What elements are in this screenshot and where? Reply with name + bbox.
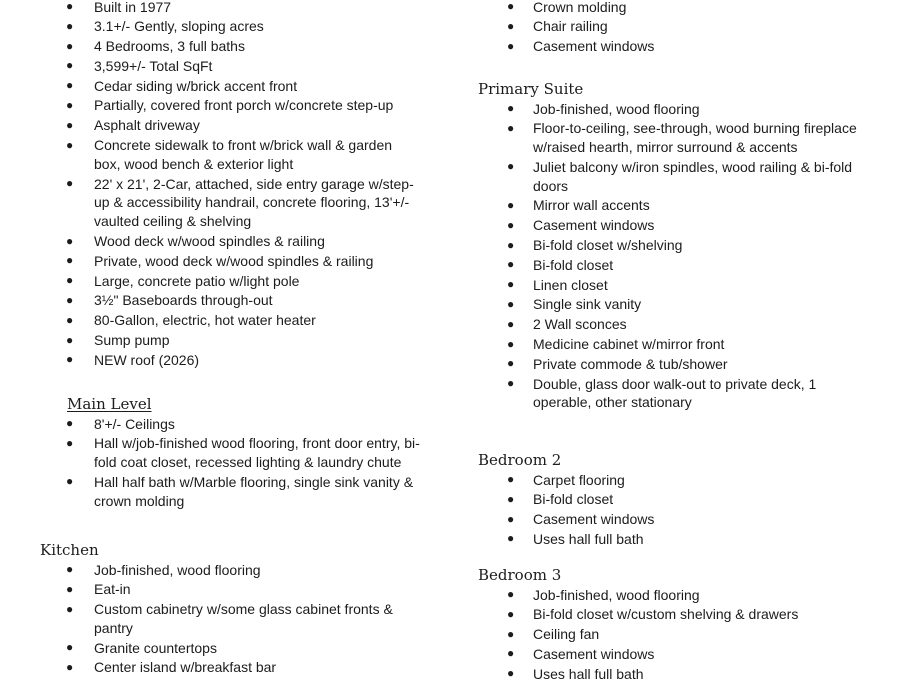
list-item-text: Uses hall full bath	[533, 530, 644, 547]
list-item	[0, 311, 450, 331]
exterior-list	[0, 0, 450, 370]
list-item-text: 22' x 21', 2-Car, attached, side entry garage w/step-up & accessibility handrail, concrete flooring, 13'+/- vaulted ceiling & shelving	[94, 175, 414, 230]
list-item-text: NEW roof (2026)	[94, 351, 200, 368]
bullet-icon: ●	[507, 101, 515, 115]
bullet-icon: ●	[66, 416, 74, 430]
list-item-text: Linen closet	[533, 276, 608, 293]
bullet-icon: ●	[66, 0, 74, 13]
bedroom-3-list	[460, 585, 900, 684]
bullet-icon: ●	[66, 253, 74, 268]
list-item-text: Ceiling fan	[533, 626, 600, 643]
bullet-icon: ●	[507, 257, 515, 272]
bullet-icon: ●	[66, 176, 74, 191]
bullet-icon: ●	[66, 117, 74, 132]
bullet-icon: ●	[507, 277, 515, 292]
bullet-icon: ●	[507, 296, 515, 311]
main-level-list	[0, 414, 450, 511]
list-item	[0, 331, 450, 351]
list-item	[460, 216, 900, 236]
bullet-icon: ●	[66, 137, 74, 152]
list-item	[0, 251, 450, 271]
kitchen-list	[0, 560, 450, 678]
main-level-heading: Main Level	[67, 395, 152, 413]
list-item	[460, 157, 900, 196]
list-item	[460, 37, 900, 57]
bullet-icon: ●	[66, 435, 74, 450]
list-item-text: Job-finished, wood flooring	[533, 100, 700, 117]
list-item	[0, 17, 450, 37]
bullet-icon: ●	[66, 601, 74, 616]
bullet-icon: ●	[507, 38, 515, 53]
bullet-icon: ●	[507, 217, 515, 232]
list-item	[0, 414, 450, 434]
list-item-text: Asphalt driveway	[94, 117, 200, 134]
list-item	[0, 174, 450, 231]
bedroom-2-list	[460, 470, 900, 549]
list-item-text: Bi-fold closet w/custom shelving & drawers	[533, 606, 799, 623]
list-item	[0, 472, 450, 511]
list-item-text: Granite countertops	[94, 639, 217, 656]
list-item	[0, 37, 450, 57]
bullet-icon: ●	[507, 646, 515, 661]
bullet-icon: ●	[507, 531, 515, 546]
bullet-icon: ●	[66, 474, 74, 489]
list-item-text: Custom cabinetry w/some glass cabinet fronts & pantry	[94, 601, 393, 636]
list-item-text: Double, glass door walk-out to private deck, 1 operable, other stationary	[533, 375, 817, 411]
list-item-text: Casement windows	[533, 217, 655, 234]
bullet-icon: ●	[66, 38, 74, 53]
bedroom-2-heading: Bedroom 2	[478, 451, 562, 469]
list-item-text: Cedar siding w/brick accent front	[94, 77, 298, 94]
list-item-text: Bi-fold closet	[533, 491, 614, 508]
list-item	[0, 96, 450, 116]
bullet-icon: ●	[66, 640, 74, 655]
primary-suite-section	[460, 79, 900, 413]
list-item-text: Hall half bath w/Marble flooring, single sink vanity & crown molding	[94, 473, 414, 509]
list-item-text: 3.1+/- Gently, sloping acres	[94, 18, 264, 35]
list-item	[0, 116, 450, 136]
bullet-icon: ●	[66, 58, 74, 73]
main-level-section	[0, 394, 450, 511]
bullet-icon: ●	[507, 491, 515, 506]
bullet-icon: ●	[507, 316, 515, 331]
list-item-text: 8'+/- Ceilings	[94, 415, 175, 432]
list-item-text: Built in 1977	[94, 0, 172, 15]
list-item-text: Chair railing	[533, 18, 608, 35]
bullet-icon: ●	[507, 120, 515, 135]
list-item-text: Private, wood deck w/wood spindles & railing	[94, 252, 374, 269]
list-item	[0, 434, 450, 473]
bedroom-2-section	[460, 450, 900, 549]
bullet-icon: ●	[507, 159, 515, 174]
list-item	[460, 119, 900, 158]
list-item-text: Job-finished, wood flooring	[533, 586, 700, 603]
list-item	[460, 625, 900, 645]
bullet-icon: ●	[507, 376, 515, 391]
list-item	[460, 236, 900, 256]
continued-list	[460, 0, 900, 56]
bullet-icon: ●	[66, 18, 74, 33]
list-item-text: Partially, covered front porch w/concrete step-up	[94, 97, 394, 114]
list-item-text: Job-finished, wood flooring	[94, 561, 261, 578]
kitchen-heading: Kitchen	[40, 541, 99, 559]
list-item	[0, 76, 450, 96]
bedroom-3-section	[460, 565, 900, 684]
list-item-text: Floor-to-ceiling, see-through, wood burning fireplace w/raised hearth, mirror surround & accents	[533, 120, 857, 156]
bullet-icon: ●	[507, 511, 515, 526]
bullet-icon: ●	[66, 292, 74, 307]
list-item-text: 3,599+/- Total SqFt	[94, 57, 213, 74]
list-item-text: Mirror wall accents	[533, 197, 650, 214]
list-item	[460, 335, 900, 355]
bullet-icon: ●	[507, 197, 515, 212]
bullet-icon: ●	[66, 233, 74, 248]
bullet-icon: ●	[507, 626, 515, 641]
bullet-icon: ●	[507, 666, 515, 681]
list-item	[0, 638, 450, 658]
list-item-text: Bi-fold closet w/shelving	[533, 237, 683, 254]
list-item	[460, 196, 900, 216]
list-item	[460, 354, 900, 374]
list-item-text: 80-Gallon, electric, hot water heater	[94, 312, 316, 329]
list-item-text: Center island w/breakfast bar	[94, 659, 277, 676]
bullet-icon: ●	[507, 18, 515, 33]
list-item-text: Single sink vanity	[533, 296, 642, 313]
list-item-text: Casement windows	[533, 645, 655, 662]
list-item	[0, 600, 450, 639]
list-item	[460, 315, 900, 335]
list-item	[460, 605, 900, 625]
bullet-icon: ●	[66, 78, 74, 93]
list-item-text: Large, concrete patio w/light pole	[94, 272, 300, 289]
list-item-text: Wood deck w/wood spindles & railing	[94, 233, 325, 250]
list-item	[460, 529, 900, 549]
bullet-icon: ●	[66, 659, 74, 674]
list-item	[0, 350, 450, 370]
list-item	[460, 275, 900, 295]
list-item-text: Juliet balcony w/iron spindles, wood railing & bi-fold doors	[533, 158, 853, 194]
primary-suite-heading: Primary Suite	[478, 80, 584, 98]
continued-section	[460, 0, 900, 56]
list-item-text: 2 Wall sconces	[533, 316, 627, 333]
bullet-icon: ●	[507, 587, 515, 601]
list-item	[460, 664, 900, 684]
bullet-icon: ●	[507, 237, 515, 252]
list-item	[460, 255, 900, 275]
list-item-text: Crown molding	[533, 0, 627, 15]
list-item-text: Sump pump	[94, 332, 170, 349]
bullet-icon: ●	[507, 606, 515, 621]
bullet-icon: ●	[66, 312, 74, 327]
list-item-text: Medicine cabinet w/mirror front	[533, 336, 725, 353]
bullet-icon: ●	[507, 336, 515, 351]
list-item-text: Casement windows	[533, 511, 655, 528]
exterior-section	[0, 0, 450, 370]
list-item	[0, 232, 450, 252]
list-item	[460, 17, 900, 37]
bullet-icon: ●	[507, 356, 515, 371]
bullet-icon: ●	[66, 562, 74, 576]
list-item	[0, 580, 450, 600]
list-item	[460, 510, 900, 530]
list-item	[0, 271, 450, 291]
list-item	[0, 0, 450, 17]
list-item-text: Carpet flooring	[533, 471, 625, 488]
list-item-text: Concrete sidewalk to front w/brick wall & garden box, wood bench & exterior light	[94, 137, 393, 172]
list-item	[0, 136, 450, 175]
list-item-text: Casement windows	[533, 38, 655, 55]
list-item	[460, 99, 900, 119]
bullet-icon: ●	[507, 0, 515, 13]
list-item	[460, 374, 900, 413]
kitchen-section	[0, 540, 450, 678]
bullet-icon: ●	[66, 97, 74, 112]
bullet-icon: ●	[66, 332, 74, 347]
list-item-text: 3½" Baseboards through-out	[94, 292, 273, 309]
list-item	[460, 0, 900, 17]
list-item	[460, 585, 900, 605]
list-item-text: Bi-fold closet	[533, 256, 614, 273]
list-item-text: Private commode & tub/shower	[533, 355, 728, 372]
list-item	[0, 291, 450, 311]
primary-suite-list	[460, 99, 900, 413]
list-item	[0, 560, 450, 580]
list-item	[0, 56, 450, 76]
list-item	[460, 490, 900, 510]
bullet-icon: ●	[507, 472, 515, 486]
bedroom-3-heading: Bedroom 3	[478, 566, 562, 584]
list-item-text: Hall w/job-finished wood flooring, front door entry, bi-fold coat closet, recessed lighting & laundry chute	[94, 435, 420, 471]
list-item-text: 4 Bedrooms, 3 full baths	[94, 38, 245, 55]
list-item	[460, 295, 900, 315]
bullet-icon: ●	[66, 273, 74, 288]
list-item-text: Uses hall full bath	[533, 665, 644, 682]
list-item-text: Eat-in	[94, 581, 131, 598]
list-item	[460, 644, 900, 664]
bullet-icon: ●	[66, 581, 74, 596]
list-item	[460, 470, 900, 490]
bullet-icon: ●	[66, 352, 74, 367]
